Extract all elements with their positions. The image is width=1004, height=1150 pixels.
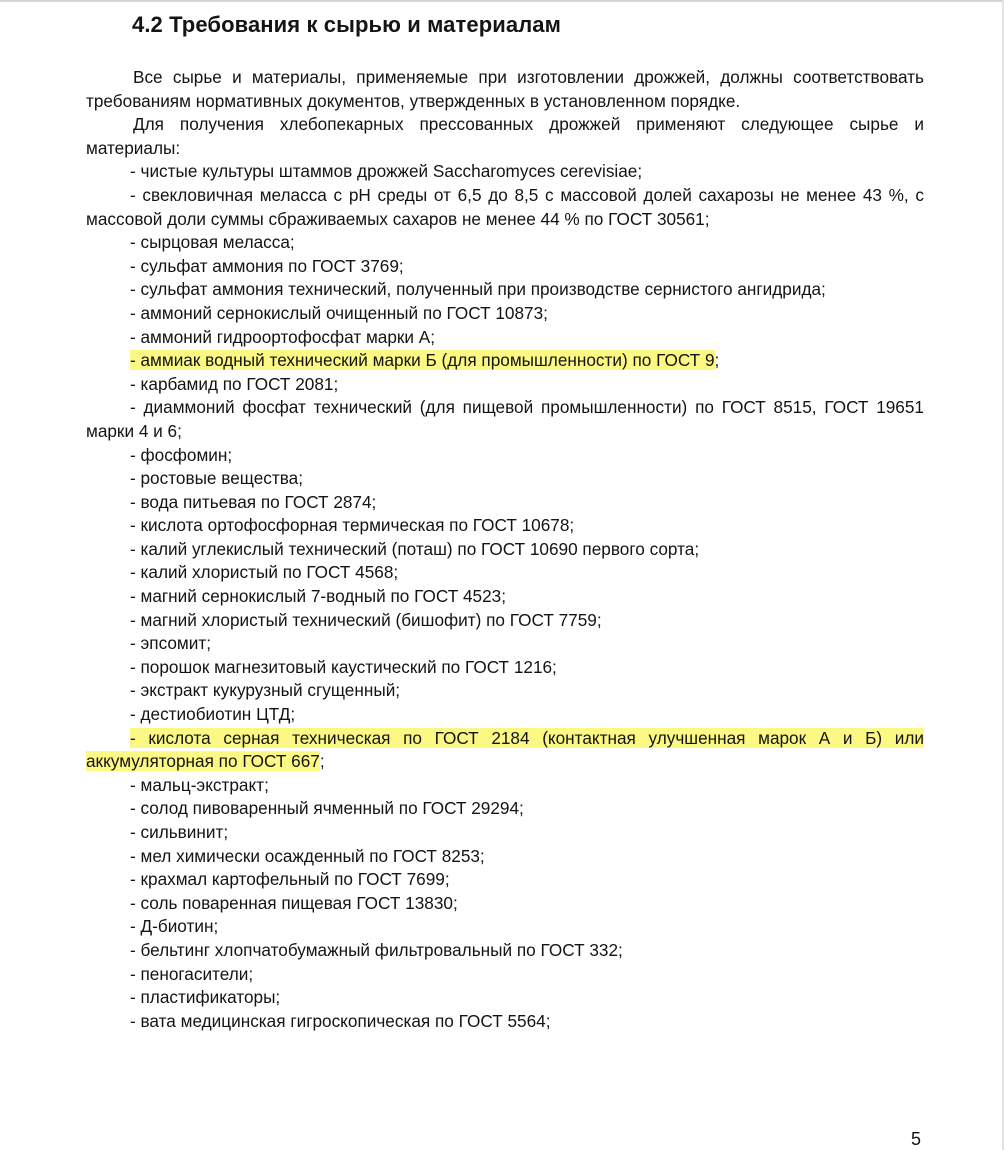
list-item-text: - калий углекислый технический (поташ) по ГОСТ 10690 первого сорта; [130, 538, 700, 559]
list-item [86, 514, 924, 538]
list-item-text: - солод пивоваренный ячменный по ГОСТ 29294; [130, 798, 524, 819]
list-item [86, 255, 924, 279]
list-item [86, 632, 924, 656]
list-item [86, 444, 924, 468]
list-item [86, 326, 924, 350]
list-item-text: - пластификаторы; [130, 987, 281, 1008]
highlighted-text: - аммиак водный технический марки Б (для промышленности) по ГОСТ 9 [130, 350, 715, 371]
list-item [86, 868, 924, 892]
list-item-text: - аммоний гидроортофосфат марки А; [130, 326, 436, 347]
list-item-text: - сырцовая меласса; [130, 232, 295, 253]
list-item-text: - вата медицинская гигроскопическая по ГОСТ 5564; [130, 1010, 551, 1031]
list-item [86, 1010, 924, 1034]
list-item-text: - сульфат аммония технический, полученный при производстве сернистого ангидрида; [130, 279, 826, 300]
list-item-text: - ростовые вещества; [130, 468, 304, 489]
list-item [86, 679, 924, 703]
list-item [86, 396, 924, 443]
list-item-text: - фосфомин; [130, 444, 233, 465]
list-item-text: - карбамид по ГОСТ 2081; [130, 373, 339, 394]
list-item-text: - соль поваренная пищевая ГОСТ 13830; [130, 892, 458, 913]
list-item [86, 373, 924, 397]
list-item [86, 703, 924, 727]
list-item [86, 939, 924, 963]
list-item [86, 845, 924, 869]
list-item-text: - чистые культуры штаммов дрожжей Saccharomyces cerevisiae; [130, 161, 643, 182]
list-item-text: - магний хлористый технический (бишофит) по ГОСТ 7759; [130, 609, 602, 630]
list-item-text: - сильвинит; [130, 822, 229, 842]
list-item-text: - сульфат аммония по ГОСТ 3769; [130, 255, 404, 276]
section-heading: 4.2 Требования к сырью и материалам [132, 12, 561, 37]
list-item [86, 892, 924, 916]
list-item-text: - диаммоний фосфат технический (для пищевой промышленности) по ГОСТ 8515, ГОСТ 19651 марки 4 и 6; [86, 397, 924, 441]
list-item-text: - аммоний сернокислый очищенный по ГОСТ 10873; [130, 302, 548, 323]
list-item [86, 231, 924, 255]
list-item-text: - экстракт кукурузный сгущенный; [130, 680, 401, 701]
list-item [86, 467, 924, 491]
list-item-text: - кислота ортофосфорная термическая по ГОСТ 10678; [130, 515, 575, 536]
list-item-text: - дестиобиотин ЦТД; [130, 704, 296, 725]
list-item-text: - свекловичная меласса с pH среды от 6,5 до 8,5 с массовой долей сахарозы не менее 43 %, с массовой доли суммы сбраживаемых сахаров не менее 44 % по ГОСТ 30561; [86, 184, 924, 229]
list-item [86, 656, 924, 680]
list-item [86, 915, 924, 939]
page-top-border [0, 0, 1004, 2]
list-intro-paragraph: Для получения хлебопекарных прессованных дрожжей применяют следующее сырье и материалы: [86, 114, 924, 158]
list-item-text: - Д-биотин; [130, 916, 219, 937]
list-item [86, 774, 924, 798]
list-item-text: - порошок магнезитовый каустический по ГОСТ 1216; [130, 656, 557, 677]
list-item [86, 160, 924, 184]
document-body [86, 66, 924, 1033]
list-item-text: - калий хлористый по ГОСТ 4568; [130, 562, 399, 583]
list-item-text: - вода питьевая по ГОСТ 2874; [130, 491, 377, 512]
page-number: 5 [911, 1129, 922, 1149]
list-item-suffix: ; [319, 751, 325, 772]
list-item-text: - бельтинг хлопчатобумажный фильтровальный по ГОСТ 332; [130, 939, 623, 960]
list-item [86, 986, 924, 1010]
list-item-highlighted [86, 349, 924, 373]
list-item-text: - мел химически осажденный по ГОСТ 8253; [130, 845, 485, 866]
list-item-suffix: ; [714, 350, 720, 371]
list-item [86, 585, 924, 609]
highlighted-text: - кислота серная техническая по ГОСТ 2184 (контактная улучшенная марок А и Б) или аккумуляторная по ГОСТ 667 [86, 727, 924, 772]
list-item-text: - крахмал картофельный по ГОСТ 7699; [130, 869, 450, 890]
list-item [86, 963, 924, 987]
list-item-highlighted [86, 727, 924, 774]
list-item-text: - магний сернокислый 7-водный по ГОСТ 4523; [130, 586, 506, 607]
list-item [86, 184, 924, 231]
list-item [86, 302, 924, 326]
list-item [86, 797, 924, 821]
list-item [86, 538, 924, 562]
list-item [86, 278, 924, 302]
intro-paragraph: Все сырье и материалы, применяемые при изготовлении дрожжей, должны соответствовать требованиям нормативных документов, утвержденных в установленном порядке. [86, 67, 924, 111]
list-item-text: - эпсомит; [130, 633, 211, 654]
list-item-text: - пеногасители; [130, 963, 254, 984]
list-item [86, 609, 924, 633]
list-item [86, 561, 924, 585]
list-item [86, 821, 924, 845]
list-item [86, 491, 924, 515]
list-item-text: - мальц-экстракт; [130, 774, 269, 795]
